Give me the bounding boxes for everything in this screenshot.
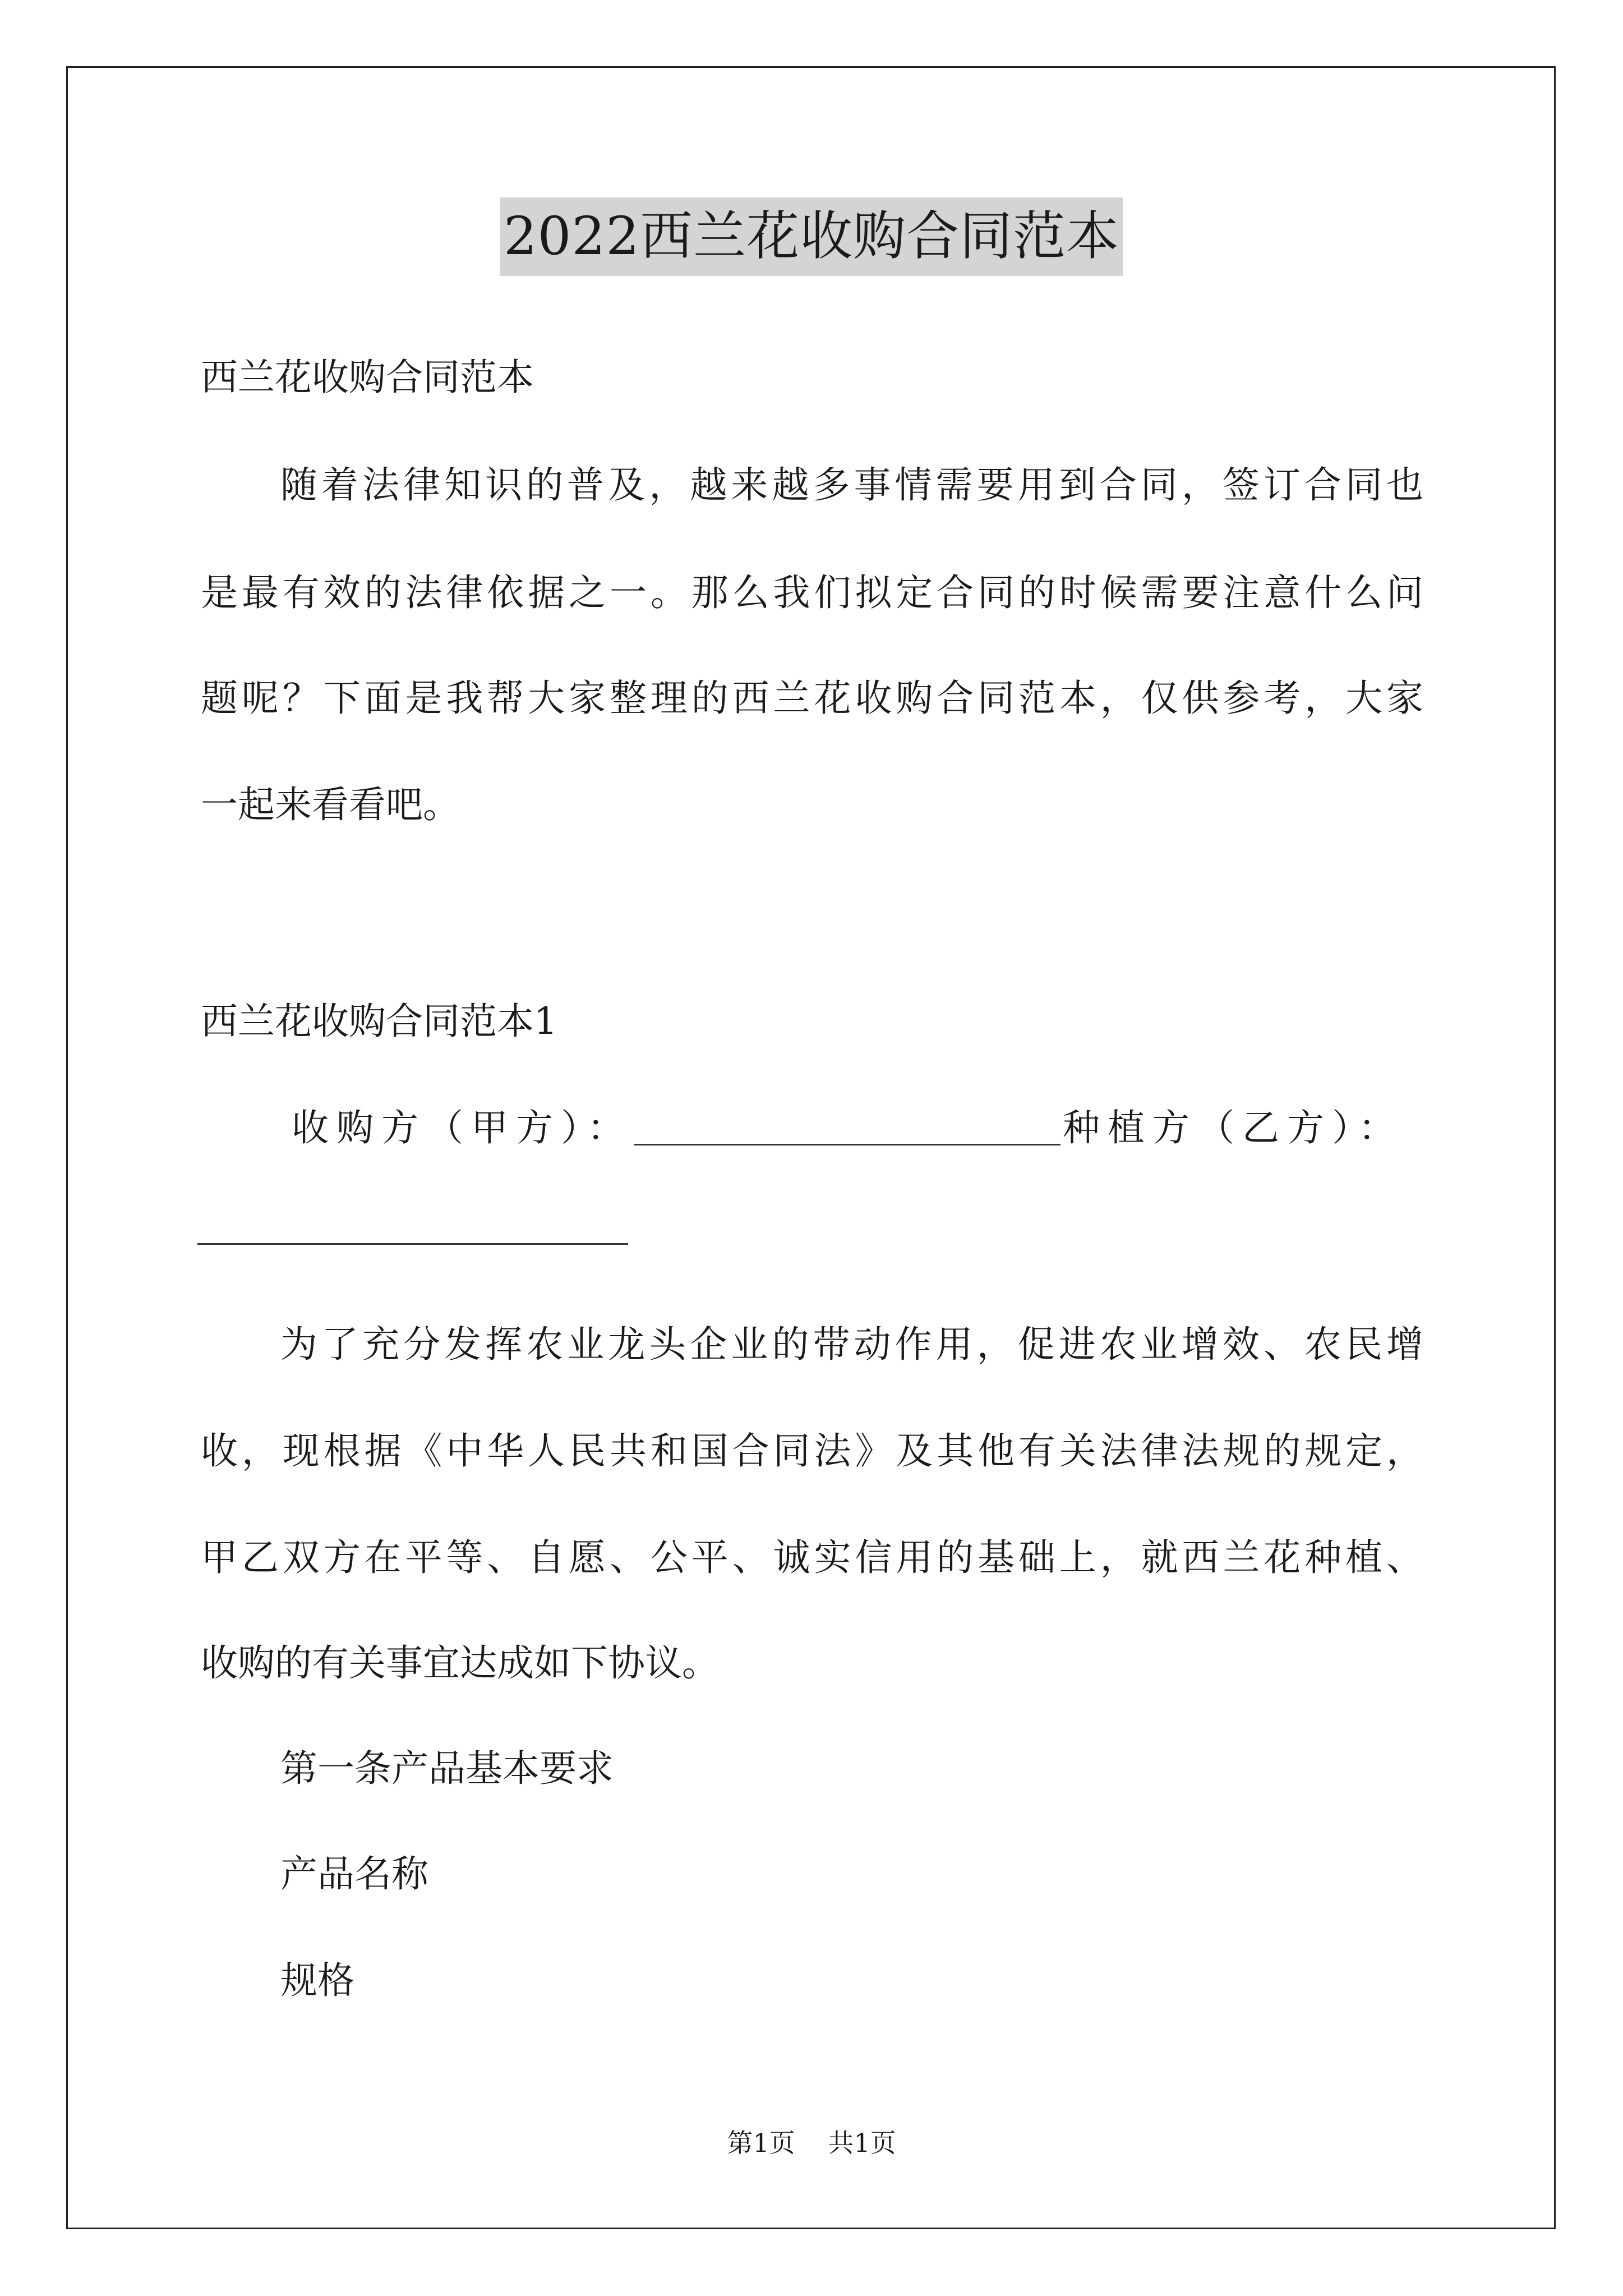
page-footer bbox=[0, 2126, 1623, 2160]
section-title: 西兰花收购合同范本1 bbox=[201, 1000, 557, 1043]
purpose-line-4: 收购的有关事宜达成如下协议。 bbox=[201, 1641, 719, 1685]
intro-line-3: 题呢？下面是我帮大家整理的西兰花收购合同范本，仅供参考，大家 bbox=[201, 677, 1423, 720]
party-b-blank bbox=[197, 1243, 628, 1245]
page-current: 第1页 bbox=[727, 2128, 795, 2158]
intro-line-2: 是最有效的法律依据之一。那么我们拟定合同的时候需要注意什么问 bbox=[201, 571, 1423, 614]
purpose-line-2: 收，现根据《中华人民共和国合同法》及其他有关法律法规的规定， bbox=[201, 1429, 1423, 1473]
intro-line-1: 随着法律知识的普及，越来越多事情需要用到合同，签订合同也 bbox=[280, 463, 1423, 507]
party-b-label: 种植方（乙方）： bbox=[1063, 1106, 1403, 1149]
product-name-label: 产品名称 bbox=[280, 1852, 428, 1895]
party-a-blank bbox=[634, 1110, 1061, 1145]
specification-label: 规格 bbox=[280, 1959, 354, 2002]
intro-line-4: 一起来看看吧。 bbox=[201, 783, 460, 826]
document-title: 2022西兰花收购合同范本 bbox=[500, 197, 1123, 276]
document-subtitle: 西兰花收购合同范本 bbox=[201, 356, 534, 399]
party-a-label: 收购方（甲方）： bbox=[292, 1106, 632, 1149]
page-total: 共1页 bbox=[828, 2128, 896, 2158]
party-line bbox=[292, 1103, 1423, 1153]
purpose-line-1: 为了充分发挥农业龙头企业的带动作用，促进农业增效、农民增 bbox=[280, 1323, 1423, 1366]
article-1-heading: 第一条产品基本要求 bbox=[280, 1747, 614, 1790]
title-container bbox=[0, 197, 1623, 276]
purpose-line-3: 甲乙双方在平等、自愿、公平、诚实信用的基础上，就西兰花种植、 bbox=[201, 1536, 1423, 1579]
